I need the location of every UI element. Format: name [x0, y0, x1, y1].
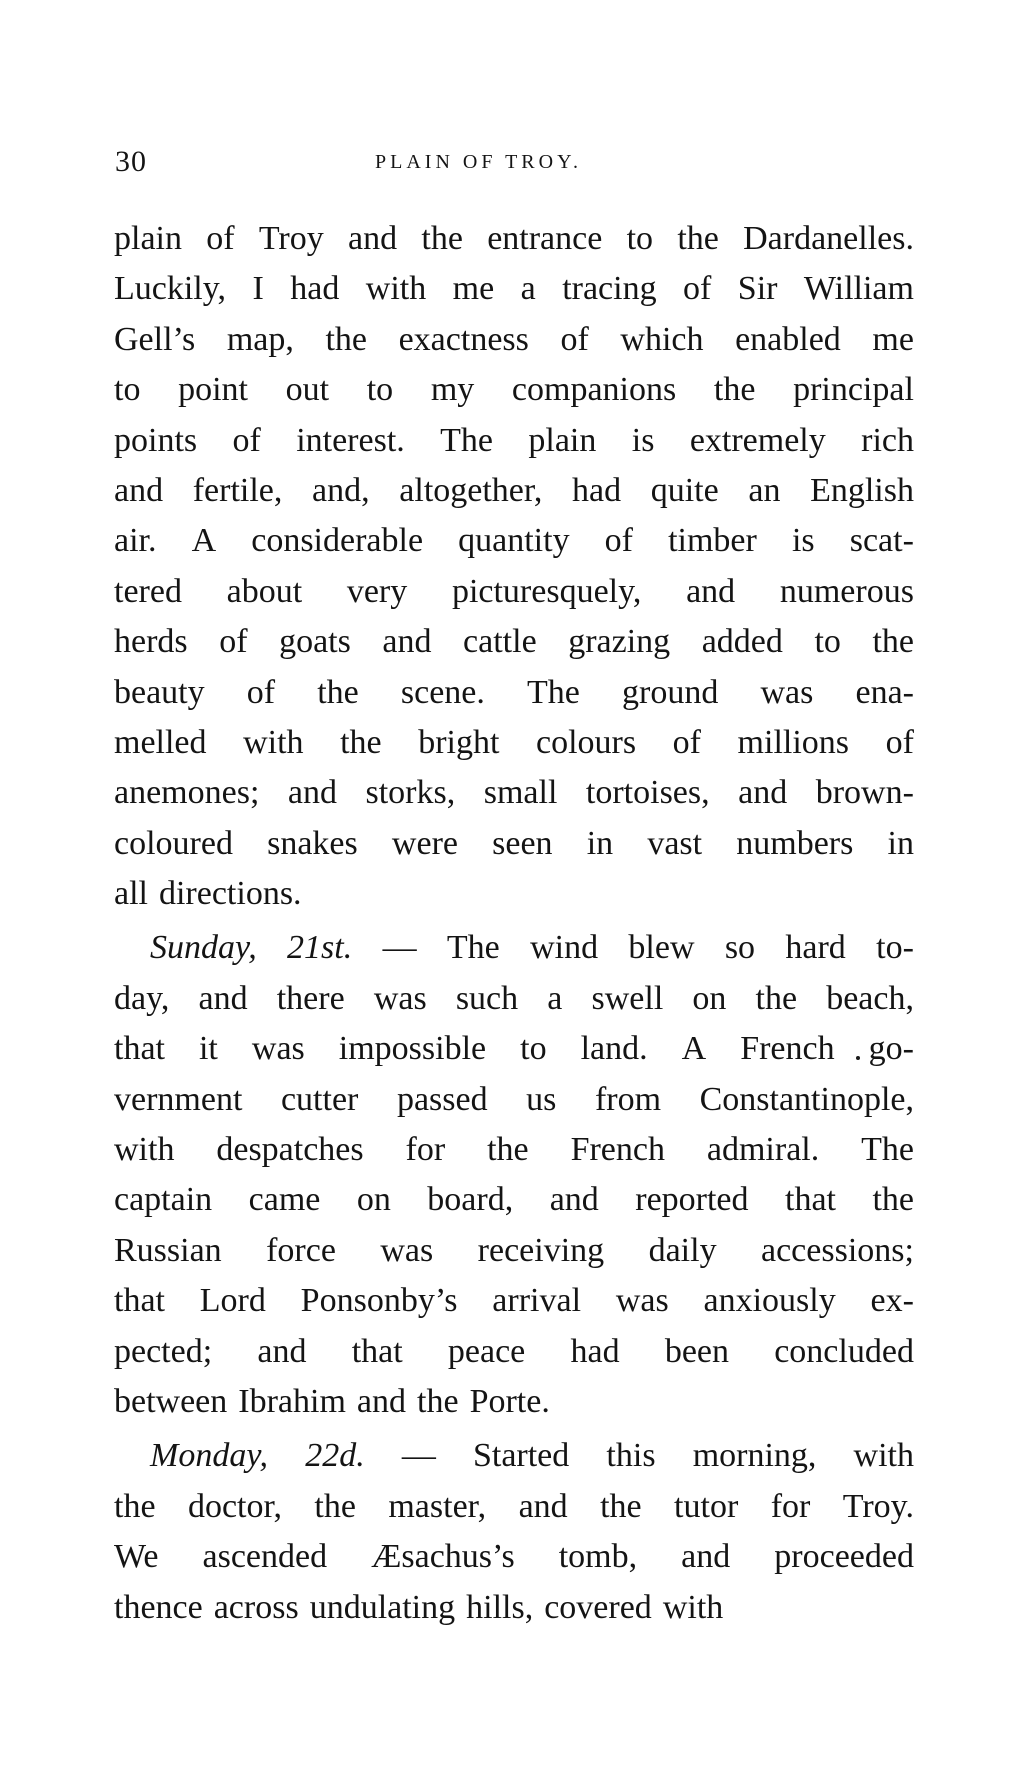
paragraph [114, 1431, 914, 1633]
text-line: to point out to my companions the principal [114, 371, 914, 409]
running-title: PLAIN OF TROY. [375, 151, 582, 173]
ink-speck [856, 1056, 860, 1060]
text-line: coloured snakes were seen in vast numbers in [114, 824, 914, 862]
page-number: 30 [115, 145, 147, 178]
text-line: herds of goats and cattle grazing added to the [114, 623, 914, 661]
text-line: that it was impossible to land. A French go- [114, 1030, 914, 1068]
text-line: Gell’s map, the exactness of which enabled me [114, 320, 914, 358]
text-line: beauty of the scene. The ground was ena- [114, 673, 914, 711]
text-line: Luckily, I had with me a tracing of Sir William [114, 270, 914, 308]
text-line: melled with the bright colours of millions of [114, 723, 914, 761]
text-line: air. A considerable quantity of timber is scat- [114, 522, 914, 560]
body-text [114, 214, 914, 1633]
text-line: Sunday, 21st. — The wind blew so hard to- [150, 929, 914, 967]
text-line: Monday, 22d. — Started this morning, with [150, 1437, 914, 1475]
text-line: all directions. [114, 875, 302, 913]
text-line: tered about very picturesquely, and numerous [114, 572, 914, 610]
text-line: day, and there was such a swell on the beach, [114, 979, 914, 1017]
paragraph [114, 214, 914, 919]
text-line: the doctor, the master, and the tutor for Troy. [114, 1487, 914, 1525]
text-line: that Lord Ponsonby’s arrival was anxiously ex- [114, 1282, 914, 1320]
text-line: vernment cutter passed us from Constantinople, [114, 1080, 914, 1118]
paragraph [114, 923, 914, 1427]
text-line: between Ibrahim and the Porte. [114, 1382, 550, 1420]
text-line: We ascended Æsachus’s tomb, and proceeded [114, 1538, 914, 1576]
page-header [115, 142, 915, 182]
text-line: thence across undulating hills, covered with [114, 1588, 724, 1626]
text-line: plain of Troy and the entrance to the Dardanelles. [114, 220, 914, 257]
text-line: anemones; and storks, small tortoises, and brown- [114, 774, 914, 812]
text-line: points of interest. The plain is extremely rich [114, 421, 914, 459]
text-line: Russian force was receiving daily accessions; [114, 1231, 914, 1269]
text-line: pected; and that peace had been concluded [114, 1332, 914, 1370]
text-line: with despatches for the French admiral. The [114, 1131, 914, 1169]
text-line: and fertile, and, altogether, had quite an English [114, 471, 914, 509]
text-line: captain came on board, and reported that the [114, 1181, 914, 1219]
